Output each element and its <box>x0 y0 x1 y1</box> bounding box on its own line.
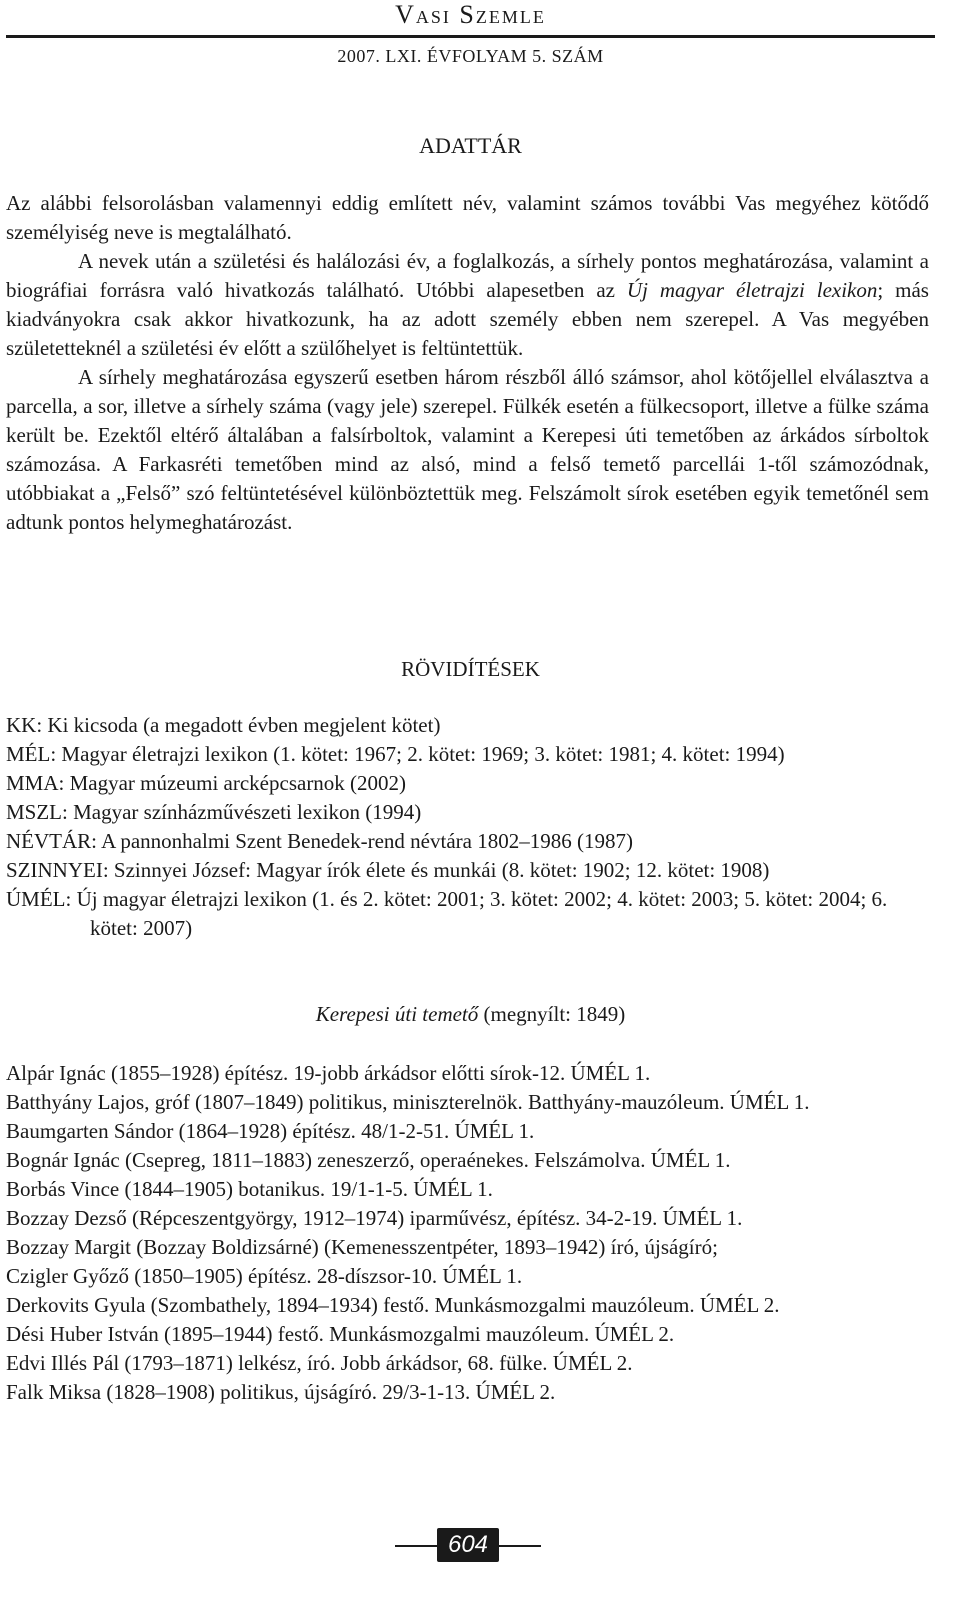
cemetery-entries <box>6 1059 929 1407</box>
adattar-paragraph-1: Az alábbi felsorolásban valamennyi eddig említett név, valamint számos további Vas megyéhez kötődő személyiség neve is megtalálható. <box>6 191 929 244</box>
cemetery-name: Kerepesi úti temető <box>315 1002 479 1026</box>
abbreviation-item: NÉVTÁR: A pannonhalmi Szent Benedek-rend névtára 1802–1986 (1987) <box>6 829 633 853</box>
adattar-body <box>6 189 929 537</box>
page-number-ornament <box>0 1525 960 1565</box>
lexikon-title: Új magyar életrajzi lexikon <box>626 278 878 302</box>
page-number: 604 <box>447 1531 489 1558</box>
issue-line: 2007. LXI. ÉVFOLYAM 5. SZÁM <box>337 46 604 66</box>
abbreviation-item: ÚMÉL: Új magyar életrajzi lexikon (1. és 2. kötet: 2001; 3. kötet: 2002; 4. kötet: 2003; 5. kötet: 2004; 6. kötet: 2007) <box>6 887 888 940</box>
entry-row: Bozzay Margit (Bozzay Boldizsárné) (Kemenesszentpéter, 1893–1942) író, újságíró; <box>6 1235 718 1259</box>
entry-row: Alpár Ignác (1855–1928) építész. 19-jobb árkádsor előtti sírok-12. ÚMÉL 1. <box>6 1061 651 1085</box>
adattar-heading: ADATTÁR <box>419 133 522 158</box>
entry-row: Baumgarten Sándor (1864–1928) építész. 48/1-2-51. ÚMÉL 1. <box>6 1119 535 1143</box>
abbreviation-item: MSZL: Magyar színházművészeti lexikon (1994) <box>6 800 422 824</box>
entry-row: Bognár Ignác (Csepreg, 1811–1883) zeneszerző, operaénekes. Felszámolva. ÚMÉL 1. <box>6 1148 731 1172</box>
abbreviation-item: MÉL: Magyar életrajzi lexikon (1. kötet: 1967; 2. kötet: 1969; 3. kötet: 1981; 4. kötet: 1994) <box>6 742 785 766</box>
adattar-paragraph-3: A sírhely meghatározása egyszerű esetben három részből álló számsor, ahol kötőjellel elválasztva a parcella, a sor, illetve a sírhely száma (vagy jele) szerepel. Fülkék esetén a fülkecsoport, illetve a fülke száma került be. Ezektől eltérő általában a falsírboltok, valamint a Kerepesi úti temetőben az árkádos sírboltok számozása. A Farkasréti temetőben mind az alsó, mind a felső temető parcellái 1-től számozódnak, utóbbiakat a „Felső” szó feltüntetésével különböztettük meg. Felszámolt sírok esetében egyik temetőnél sem adtunk pontos helymeghatározást. <box>6 365 929 534</box>
entry-row: Czigler Győző (1850–1905) építész. 28-díszsor-10. ÚMÉL 1. <box>6 1264 523 1288</box>
entry-row: Batthyány Lajos, gróf (1807–1849) politikus, miniszterelnök. Batthyány-mauzóleum. ÚMÉL 1. <box>6 1090 810 1114</box>
entry-row: Falk Miksa (1828–1908) politikus, újságíró. 29/3-1-13. ÚMÉL 2. <box>6 1380 556 1404</box>
adattar-p2-text-a: A nevek után a születési és halálozási év, a foglalkozás, a sírhely pontos meghatározása, valamint a biográfiai forrásra való hivatkozás található. Utóbbi alapesetben az <box>6 249 929 302</box>
entry-row: Edvi Illés Pál (1793–1871) lelkész, író. Jobb árkádsor, 68. fülke. ÚMÉL 2. <box>6 1351 633 1375</box>
page-number-rule-right <box>499 1545 541 1547</box>
entry-row: Bozzay Dezső (Répceszentgyörgy, 1912–1974) iparművész, építész. 34-2-19. ÚMÉL 1. <box>6 1206 743 1230</box>
adattar-p2-text-b: ; más kiadványokra csak akkor hivatkozunk, ha az adott személy ebben nem szerepel. A Vas megyében születetteknél a születési év előtt a szülőhelyet is feltüntettük. <box>6 278 929 360</box>
page-number-rule-left <box>395 1545 437 1547</box>
abbreviation-item: MMA: Magyar múzeumi arcképcsarnok (2002) <box>6 771 407 795</box>
cemetery-opened: (megnyílt: 1849) <box>478 1002 626 1026</box>
abbreviations-heading: RÖVIDÍTÉSEK <box>401 657 540 681</box>
entry-row: Dési Huber István (1895–1944) festő. Munkásmozgalmi mauzóleum. ÚMÉL 2. <box>6 1322 675 1346</box>
abbreviations-list <box>6 711 929 943</box>
cemetery-heading <box>0 1000 941 1029</box>
entry-row: Derkovits Gyula (Szombathely, 1894–1934) festő. Munkásmozgalmi mauzóleum. ÚMÉL 2. <box>6 1293 780 1317</box>
running-header <box>0 0 941 30</box>
abbreviation-item: KK: Ki kicsoda (a megadott évben megjelent kötet) <box>6 713 441 737</box>
journal-title: Vasi Szemle <box>395 0 546 29</box>
adattar-paragraph-2 <box>6 247 929 363</box>
header-rule <box>6 35 935 38</box>
abbreviation-item: SZINNYEI: Szinnyei József: Magyar írók élete és munkái (8. kötet: 1902; 12. kötet: 1908) <box>6 858 770 882</box>
entry-row: Borbás Vince (1844–1905) botanikus. 19/1-1-5. ÚMÉL 1. <box>6 1177 493 1201</box>
